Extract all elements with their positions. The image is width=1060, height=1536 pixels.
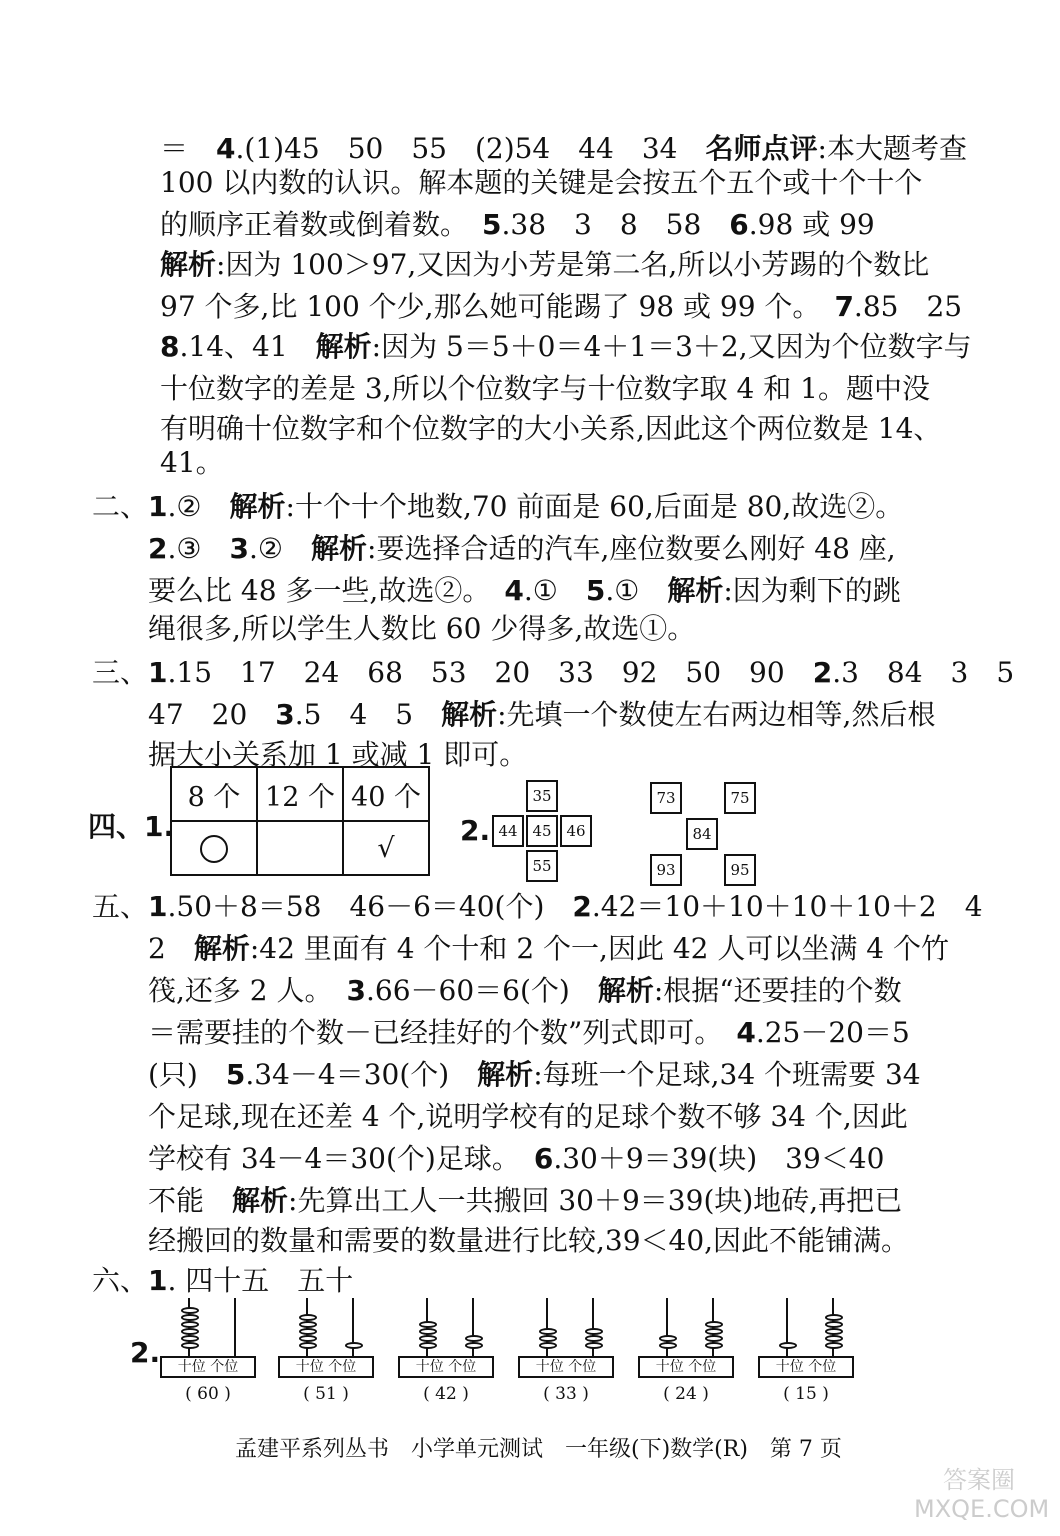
abacus-bead [825, 1321, 843, 1328]
bold-label: 3 [229, 532, 249, 565]
text-span: :先填一个数使左右两边相等,然后根 [497, 698, 936, 731]
abacus-bead [465, 1342, 483, 1349]
text-line [148, 1224, 909, 1258]
grid-cell: 75 [724, 782, 756, 814]
abacus-bead [299, 1328, 317, 1335]
abacus-bead [181, 1335, 199, 1342]
text-line [92, 890, 983, 924]
abacus-bead [299, 1342, 317, 1349]
q4-mark-3: √ [343, 821, 429, 875]
text-line [160, 330, 972, 364]
abacus-bead [825, 1342, 843, 1349]
bold-label: 解析 [597, 974, 654, 1007]
text-span: 学校有 34－4＝30(个)足球。 [148, 1142, 534, 1175]
abacus-bead [419, 1321, 437, 1328]
q4-header-3: 40 个 [343, 767, 429, 821]
text-line [148, 1184, 902, 1218]
abacus-bead [585, 1335, 603, 1342]
abacus-bead [705, 1328, 723, 1335]
text-span: .② [248, 532, 311, 565]
abacus-base-label: 十位 个位 [638, 1356, 734, 1378]
text-span: 100 以内数的认识。解本题的关键是会按五个五个或十个十个 [160, 166, 923, 199]
bold-label: 5 [482, 208, 502, 241]
text-line [148, 698, 935, 732]
abacus-value: ( 33 ) [543, 1384, 589, 1404]
text-span: 筏,还多 2 人。 [148, 974, 347, 1007]
abacus-bead [181, 1342, 199, 1349]
bold-label: 解析 [311, 532, 368, 565]
text-span: :因为剩下的跳 [723, 574, 901, 607]
text-span: 要么比 48 多一些,故选②。 [148, 574, 505, 607]
abacus-value: ( 60 ) [185, 1384, 231, 1404]
abacus-bead [181, 1307, 199, 1314]
abacus-bead [825, 1335, 843, 1342]
q4-2-label: 2. [460, 814, 491, 847]
text-span: 个足球,现在还差 4 个,说明学校有的足球个数不够 34 个,因此 [148, 1100, 908, 1133]
text-line [148, 612, 695, 646]
text-span: .3 84 3 5 [832, 656, 1015, 689]
abacus-value: ( 51 ) [303, 1384, 349, 1404]
page-footer: 孟建平系列丛书 小学单元测试 一年级(下)数学(R) 第 7 页 [235, 1437, 842, 1462]
text-span: :先算出工人一共搬回 30＋9＝39(块)地砖,再把已 [288, 1184, 903, 1217]
text-span: .98 或 99 [748, 208, 875, 241]
text-span: .③ [167, 532, 230, 565]
abacus-bead [539, 1335, 557, 1342]
abacus-bead [181, 1314, 199, 1321]
q4-mark-2 [257, 821, 343, 875]
bold-label: 6 [729, 208, 749, 241]
text-span: .5 4 5 [294, 698, 442, 731]
abacus-bead [299, 1335, 317, 1342]
text-span: :因为 100＞97,又因为小芳是第二名,所以小芳踢的个数比 [216, 248, 930, 281]
text-span: .38 3 8 58 [501, 208, 730, 241]
bold-label: 解析 [441, 698, 498, 731]
q6-2-label: 2. [130, 1336, 161, 1369]
text-line [160, 248, 929, 282]
text-span: 三、 [92, 656, 149, 689]
abacus-bead [585, 1328, 603, 1335]
bold-label: 解析 [667, 574, 724, 607]
abacus-bead [181, 1321, 199, 1328]
text-span: :本大题考查 [817, 132, 967, 165]
abacus-bead [345, 1342, 363, 1349]
text-span: . 四十五 五十 [167, 1264, 354, 1297]
text-span: :每班一个足球,34 个班需要 34 [533, 1058, 921, 1091]
text-span: 41。 [160, 446, 224, 479]
q4-header-1: 8 个 [171, 767, 257, 821]
abacus-bead [299, 1314, 317, 1321]
abacus-base-label: 十位 个位 [398, 1356, 494, 1378]
text-line [92, 490, 903, 524]
bold-label: 6 [533, 1142, 554, 1175]
text-span: 有明确十位数字和个位数字的大小关系,因此这个两位数是 14、 [160, 412, 942, 445]
bold-label: 3 [346, 974, 367, 1007]
grid-cell: 84 [686, 818, 718, 850]
text-span: .34－4＝30(个) [245, 1058, 478, 1091]
abacus-base-label: 十位 个位 [160, 1356, 256, 1378]
text-span: 绳很多,所以学生人数比 60 少得多,故选①。 [148, 612, 696, 645]
abacus-bead [779, 1342, 797, 1349]
text-span: 二、 [92, 490, 149, 523]
text-span: .① [523, 574, 586, 607]
abacus-value: ( 42 ) [423, 1384, 469, 1404]
bold-label: 1 [148, 656, 168, 689]
text-span: 五、 [92, 890, 149, 923]
grid-cell: 95 [724, 854, 756, 886]
text-line [92, 656, 1014, 690]
bold-label: 解析 [477, 1058, 534, 1091]
q4-mark-1 [171, 821, 257, 875]
text-line [148, 1058, 921, 1092]
text-line [148, 574, 901, 608]
circle-mark-icon [200, 835, 228, 863]
bold-label: 8 [160, 330, 180, 363]
watermark-logo: 答案圈 MXQE.COM [914, 1466, 1050, 1523]
abacus-bead [585, 1342, 603, 1349]
abacus-bead [299, 1321, 317, 1328]
text-line [160, 132, 967, 166]
abacus-bead [419, 1328, 437, 1335]
abacus-base-label: 十位 个位 [758, 1356, 854, 1378]
abacus-value: ( 15 ) [783, 1384, 829, 1404]
bold-label: 解析 [315, 330, 372, 363]
text-line [160, 372, 930, 406]
bold-label: 解析 [232, 1184, 289, 1217]
text-span: 不能 [148, 1184, 233, 1217]
text-line [148, 974, 902, 1008]
bold-label: 1 [148, 890, 168, 923]
q4-table [170, 766, 430, 876]
text-span: .50＋8＝58 46－6＝40(个) [167, 890, 573, 923]
abacus-bead [825, 1314, 843, 1321]
text-span: .14、41 [179, 330, 316, 363]
text-span: ＝ [160, 132, 217, 165]
text-line [148, 932, 949, 966]
text-span: 97 个多,比 100 个少,那么她可能踢了 98 或 99 个。 [160, 290, 835, 323]
text-span: ＝需要挂的个数－已经挂好的个数”列式即可。 [148, 1016, 737, 1049]
abacus-bead [419, 1342, 437, 1349]
text-span: .① [605, 574, 668, 607]
abacus-bead [419, 1335, 437, 1342]
text-span: .30＋9＝39(块) 39＜40 [553, 1142, 885, 1175]
text-span: :因为 5＝5＋0＝4＋1＝3＋2,又因为个位数字与 [371, 330, 972, 363]
text-span: 六、 [92, 1264, 149, 1297]
abacus-bead [181, 1328, 199, 1335]
bold-label: 1 [148, 1264, 168, 1297]
bold-label: 5 [585, 574, 606, 607]
section4-label: 四、1. [88, 810, 175, 843]
text-span: :42 里面有 4 个十和 2 个一,因此 42 人可以坐满 4 个竹 [249, 932, 949, 965]
text-span: .42＝10＋10＋10＋10＋2 4 [591, 890, 983, 923]
text-span: .15 17 24 68 53 20 33 92 50 90 [167, 656, 813, 689]
text-span: :十个十个地数,70 前面是 60,后面是 80,故选②。 [285, 490, 904, 523]
grid-cell: 93 [650, 854, 682, 886]
text-line [148, 532, 896, 566]
bold-label: 4 [216, 132, 236, 165]
q4-header-2: 12 个 [257, 767, 343, 821]
abacus-bead [465, 1335, 483, 1342]
text-line [160, 208, 875, 242]
text-span: 据大小关系加 1 或减 1 即可。 [148, 738, 528, 771]
text-span: 的顺序正着数或倒着数。 [160, 208, 483, 241]
abacus-bead [705, 1342, 723, 1349]
text-span: .(1)45 50 55 (2)54 44 34 [235, 132, 706, 165]
abacus-value: ( 24 ) [663, 1384, 709, 1404]
grid-cell: 73 [650, 782, 682, 814]
bold-label: 4 [504, 574, 524, 607]
abacus-bead [539, 1342, 557, 1349]
abacus-bead [825, 1328, 843, 1335]
bold-label: 2 [148, 532, 168, 565]
grid-cell: 55 [526, 850, 558, 882]
text-line [148, 1142, 884, 1176]
text-line [160, 412, 941, 446]
text-span: .② [167, 490, 230, 523]
text-line [160, 290, 962, 324]
text-line [148, 1016, 910, 1050]
grid-cell: 45 [526, 815, 558, 847]
text-span: .85 25 [853, 290, 963, 323]
grid-cell: 46 [560, 815, 592, 847]
bold-label: 7 [834, 290, 854, 323]
text-span: 十位数字的差是 3,所以个位数字与十位数字取 4 和 1。题中没 [160, 372, 930, 405]
bold-label: 3 [275, 698, 295, 731]
abacus-bead [705, 1335, 723, 1342]
text-span: :要选择合适的汽车,座位数要么刚好 48 座, [367, 532, 896, 565]
bold-label: 解析 [160, 248, 217, 281]
abacus-rod [234, 1298, 236, 1356]
text-span: 47 20 [148, 698, 276, 731]
bold-label: 2 [572, 890, 592, 923]
text-line [160, 446, 224, 480]
text-span: 2 [148, 932, 194, 965]
text-line [148, 1100, 908, 1134]
abacus-bead [705, 1321, 723, 1328]
abacus-bead [659, 1342, 677, 1349]
bold-label: 5 [225, 1058, 246, 1091]
bold-label: 解析 [229, 490, 286, 523]
bold-label: 解析 [193, 932, 250, 965]
bold-label: 名师点评 [705, 132, 818, 165]
grid-cell: 35 [526, 780, 558, 812]
abacus-base-label: 十位 个位 [518, 1356, 614, 1378]
text-line [92, 1264, 353, 1298]
text-span: .66－60＝6(个) [366, 974, 598, 1007]
abacus-bead [539, 1328, 557, 1335]
text-span: .25－20＝5 [755, 1016, 910, 1049]
abacus-base-label: 十位 个位 [278, 1356, 374, 1378]
text-span: :根据“还要挂的个数 [653, 974, 902, 1007]
grid-cell: 44 [492, 815, 524, 847]
text-span: 经搬回的数量和需要的数量进行比较,39＜40,因此不能铺满。 [148, 1224, 910, 1257]
bold-label: 2 [812, 656, 833, 689]
text-span: (只) [148, 1058, 226, 1091]
bold-label: 1 [148, 490, 168, 523]
text-line [160, 166, 922, 200]
bold-label: 4 [736, 1016, 756, 1049]
abacus-bead [659, 1335, 677, 1342]
